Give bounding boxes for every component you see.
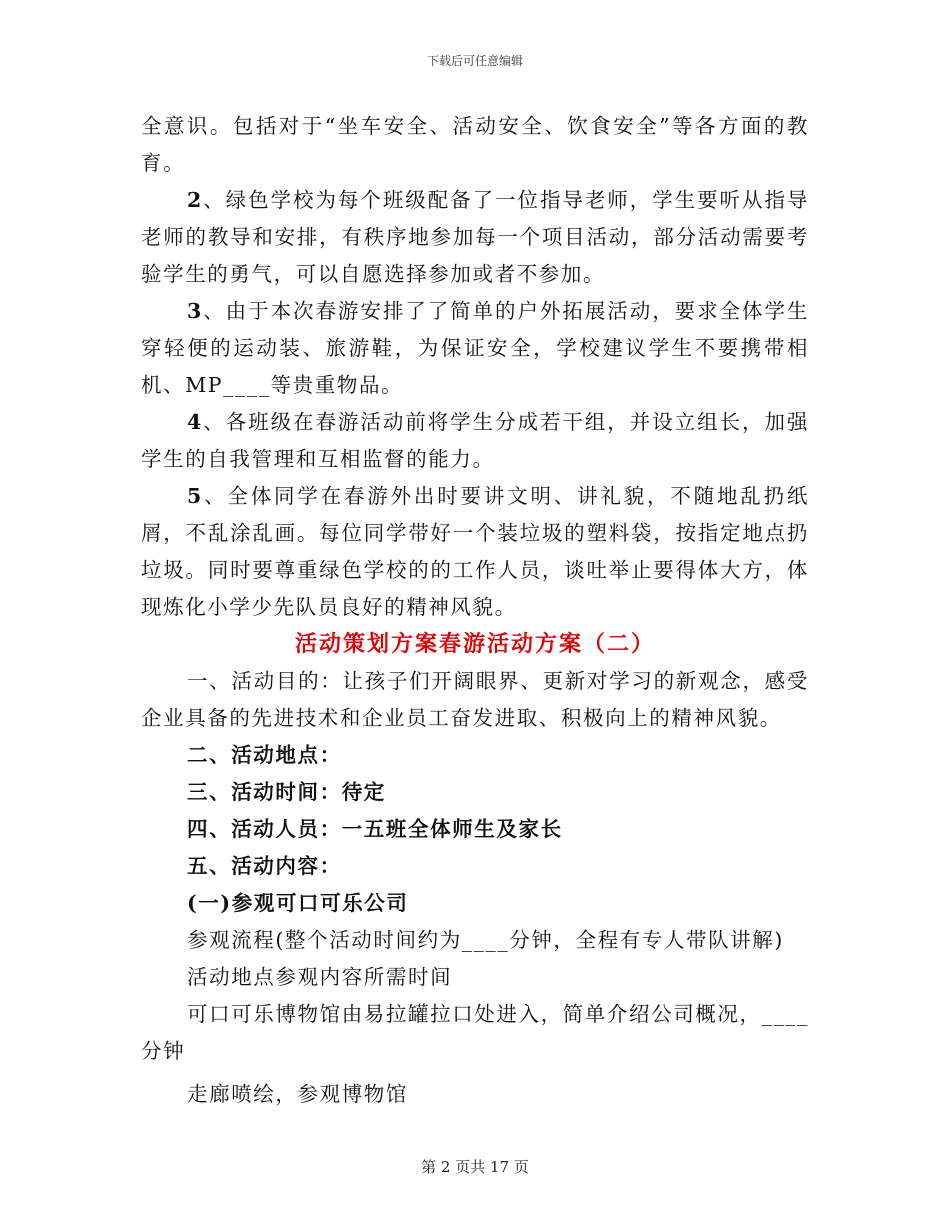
list-item-4 (141, 404, 809, 478)
activity-time: 三、活动时间：待定 (187, 780, 386, 804)
list-item-5 (141, 478, 809, 626)
list-text: 、由于本次春游安排了了简单的户外拓展活动，要求全体学生穿轻便的运动装、旅游鞋，为保证安全，学校建议学生不要携带相机、MP____等贵重物品。 (141, 299, 809, 397)
paragraph-safety-education: 全意识。包括对于“坐车安全、活动安全、饮食安全”等各方面的教育。 (141, 114, 809, 175)
activity-goal: 一、活动目的：让孩子们开阔眼界、更新对学习的新观念，感受企业具备的先进技术和企业员工奋发进取、积极向上的精神风貌。 (141, 669, 809, 730)
list-number: 5 (187, 484, 203, 508)
visit-table-header: 活动地点参观内容所需时间 (187, 965, 453, 989)
document-body (141, 108, 809, 1113)
visit-corridor: 走廊喷绘，参观博物馆 (187, 1082, 408, 1106)
visit-museum: 可口可乐博物馆由易拉罐拉口处进入，简单介绍公司概况，____分钟 (141, 1002, 809, 1063)
page-footer: 第 2 页共 17 页 (421, 1158, 529, 1176)
list-text: 、全体同学在春游外出时要讲文明、讲礼貌，不随地乱扔纸屑，不乱涂乱画。每位同学带好一个装垃圾的塑料袋，按指定地点扔垃圾。同时要尊重绿色学校的的工作人员，谈吐举止要得体大方，体现炼化小学少先队员良好的精神风貌。 (141, 484, 809, 619)
page-header: 下载后可任意编辑 (426, 54, 523, 68)
list-item-2 (141, 182, 809, 293)
sub-heading-coca-cola: (一)参观可口可乐公司 (187, 891, 409, 915)
list-item-3 (141, 293, 809, 404)
list-number: 2 (187, 188, 203, 212)
activity-location: 二、活动地点： (187, 743, 342, 767)
list-text: 、绿色学校为每个班级配备了一位指导老师，学生要听从指导老师的教导和安排，有秩序地参加每一个项目活动，部分活动需要考验学生的勇气，可以自愿选择参加或者不参加。 (141, 188, 809, 286)
activity-content-heading: 五、活动内容： (187, 854, 342, 878)
list-number: 3 (187, 299, 203, 323)
visit-process: 参观流程(整个活动时间约为____分钟，全程有专人带队讲解) (187, 928, 784, 952)
list-text: 、各班级在春游活动前将学生分成若干组，并设立组长，加强学生的自我管理和互相监督的能力。 (141, 410, 809, 471)
list-number: 4 (187, 410, 203, 434)
activity-people: 四、活动人员：一五班全体师生及家长 (187, 817, 563, 841)
section-title: 活动策划方案春游活动方案（二） (294, 631, 655, 657)
